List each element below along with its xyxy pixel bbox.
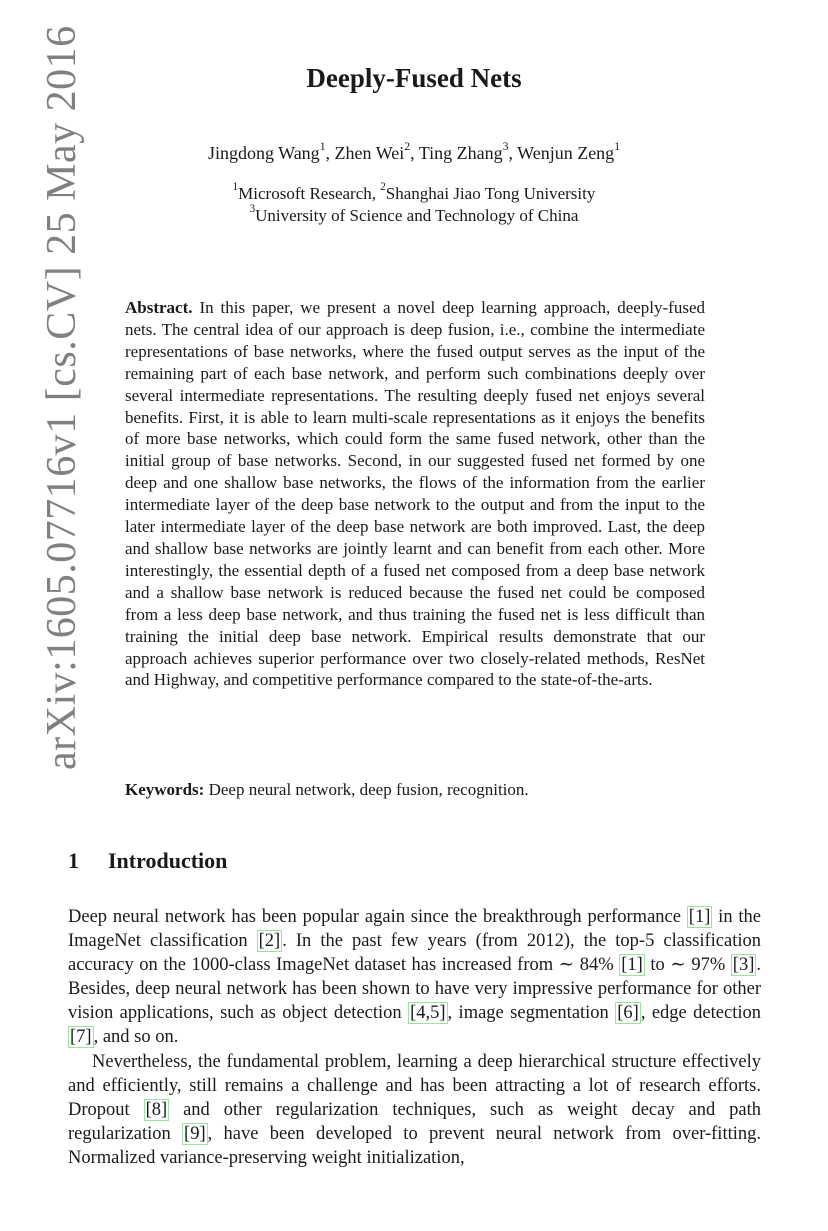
paragraph-text: in the ImageNet classification bbox=[68, 907, 761, 951]
author-list: Jingdong Wang$^1$, Zhen Wei$^2$, Ting Zhang$^3$, Wenjun Zeng$^1$ bbox=[207, 140, 621, 163]
author-affil-mark: 2 bbox=[404, 140, 411, 154]
paragraph-text: Deep neural network has been popular again since the breakthrough performance bbox=[68, 907, 687, 927]
section-title: Introduction bbox=[108, 848, 228, 873]
affiliation-name: Shanghai Jiao Tong University bbox=[385, 184, 596, 203]
abstract bbox=[125, 297, 705, 691]
paragraph-text: and other regularization techniques, such as weight decay and path regularization bbox=[68, 1100, 761, 1144]
author-affil-mark: 1 bbox=[319, 140, 326, 154]
author-name: Wenjun Zeng bbox=[517, 143, 615, 163]
citation-link[interactable]: [4,5] bbox=[410, 1003, 446, 1023]
affil-mark: 2 bbox=[380, 181, 386, 194]
keywords-text: Deep neural network, deep fusion, recognition. bbox=[208, 780, 529, 799]
keywords bbox=[125, 780, 705, 800]
citation-link[interactable]: [2] bbox=[258, 931, 281, 951]
abstract-text: In this paper, we present a novel deep learning approach, deeply-fused nets. The central idea of our approach is deep fusion, i.e., combine the intermediate representations of base networks, where the fused output serves as the input of the remaining part of each base network, and perform such combinations deeply over several intermediate representations. The resulting deeply fused net enjoys several benefits. First, it is able to learn multi-scale representations as it enjoys the benefits of more base networks, which could form the same fused network, other than the initial group of base networks. Second, in our suggested fused net formed by one deep and one shallow base networks, the flows of the information from the earlier intermediate layer of the deep base network to the output and from the input to the later intermediate layer of the deep base network are both improved. Last, the deep and shallow base networks are jointly learnt and can benefit from each other. More interestingly, the essential depth of a fused net composed from a deep base network and a shallow base network is reduced because the fused net could be composed from a less deep base network, and thus training the fused net is less difficult than training the initial deep base network. Empirical results demonstrate that our approach achieves superior performance over two closely-related methods, ResNet and Highway, and competitive performance compared to the state-of-the-arts. bbox=[125, 298, 706, 690]
citation-link[interactable]: [3] bbox=[732, 955, 755, 975]
affiliation-line-2 bbox=[0, 203, 828, 226]
paragraph-text: , image segmentation bbox=[447, 1003, 616, 1023]
affiliation-line-1 bbox=[0, 181, 828, 204]
citation-link[interactable]: [7] bbox=[70, 1027, 92, 1047]
paragraph-text: . Besides, deep neural network has been shown to have very impressive performance for other vision applications, such as object detection bbox=[68, 955, 761, 1023]
citation-link[interactable]: [6] bbox=[617, 1003, 639, 1023]
paragraph-text: , have been developed to prevent neural network from over-fitting. Normalized variance-preserving weight initialization, bbox=[68, 1124, 761, 1168]
section-heading bbox=[68, 848, 227, 874]
citation-link[interactable]: [1] bbox=[688, 907, 711, 927]
citation-link[interactable]: [1] bbox=[621, 955, 643, 975]
author-name: Jingdong Wang bbox=[207, 143, 320, 163]
citation-link[interactable]: [9] bbox=[184, 1124, 206, 1144]
author-name: Zhen Wei bbox=[334, 143, 405, 163]
author-affil-mark: 1 bbox=[614, 140, 621, 154]
affiliation-name: Microsoft Research, bbox=[238, 184, 381, 203]
paragraph-text: . In the past few years (from 2012), the top-5 classification accuracy on the 1000-class ImageNet dataset has increased from ∼ 84% bbox=[68, 931, 761, 975]
arxiv-stamp: arXiv:1605.07716v1 [cs.CV] 25 May 2016 bbox=[39, 25, 85, 770]
abstract-label: Abstract. bbox=[125, 298, 193, 317]
paper-title: Deeply-Fused Nets bbox=[306, 63, 522, 93]
section-number: 1 bbox=[68, 848, 79, 873]
paragraph-text: , edge detection bbox=[640, 1003, 761, 1023]
keywords-label: Keywords: bbox=[125, 780, 205, 799]
intro-paragraph-1 bbox=[68, 905, 761, 1049]
paragraph-text: , and so on. bbox=[93, 1027, 179, 1047]
paragraph-text: to ∼ 97% bbox=[644, 955, 731, 975]
affil-mark: 3 bbox=[249, 203, 256, 216]
affiliation-name: University of Science and Technology of China bbox=[255, 206, 579, 225]
affil-mark: 1 bbox=[232, 181, 239, 194]
paragraph-text: Nevertheless, the fundamental problem, learning a deep hierarchical structure effectively and efficiently, still remains a challenge and has been attracting a lot of research efforts. Dropout bbox=[68, 1052, 761, 1120]
author-name: Ting Zhang bbox=[418, 143, 503, 163]
author-affil-mark: 3 bbox=[502, 140, 509, 154]
citation-link[interactable]: [8] bbox=[145, 1100, 168, 1120]
intro-paragraph-2 bbox=[68, 1050, 761, 1170]
